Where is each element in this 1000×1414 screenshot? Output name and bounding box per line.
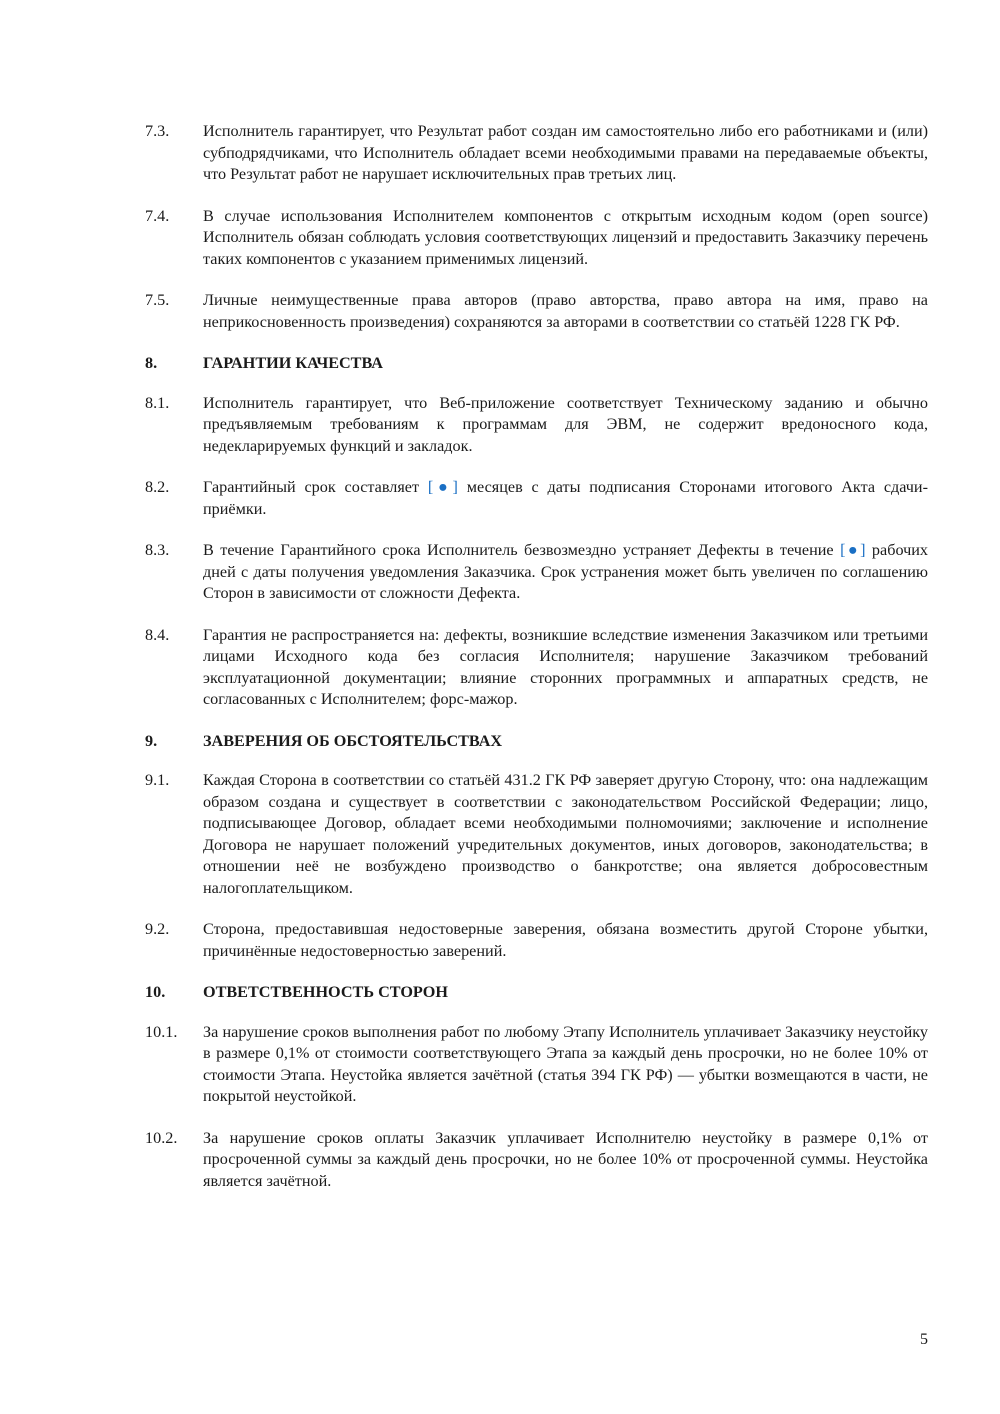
clause-number: 7.3. xyxy=(145,122,170,140)
clause xyxy=(145,770,928,899)
clause-text xyxy=(203,919,928,962)
clause-text xyxy=(203,477,928,520)
document-body xyxy=(145,121,928,1212)
clause-text-part: Каждая Сторона в соответствии со статьёй 431.2 ГК РФ заверяет другую Сторону, что: она надлежащим образом создана и существует в соответствии с законодательством Российской Федерации; лицо, подписывающее Договор, обладает всеми необходимыми полномочиями; заключение и исполнение Договора не нарушает положений учредительных документов, иных договоров, законодательства; в отношении неё не возбуждено производство о банкротстве; она является добросовестным налогоплательщиком. xyxy=(203,771,928,897)
clause-number: 8.2. xyxy=(145,478,170,496)
clause-text xyxy=(203,1022,928,1108)
section-number: 9. xyxy=(145,731,158,750)
clause-text-part: Исполнитель гарантирует, что Результат работ создан им самостоятельно либо его работниками и (или) субподрядчиками, что Исполнитель обладает всеми необходимыми правами на передаваемые объекты, что Результат работ не нарушает исключительных прав третьих лиц. xyxy=(203,122,928,183)
clause-text-part: Сторона, предоставившая недостоверные заверения, обязана возместить другой Стороне убытки, причинённые недостоверностью заверений. xyxy=(203,920,928,960)
clause xyxy=(145,290,928,333)
clause-number: 7.5. xyxy=(145,291,170,309)
clause-number: 8.4. xyxy=(145,625,170,644)
clause-number: 8.3. xyxy=(145,541,170,559)
clause-number: 10.1. xyxy=(145,1022,178,1041)
clause xyxy=(145,1022,928,1108)
clause xyxy=(145,206,928,271)
clause-text xyxy=(203,540,928,605)
clause-text xyxy=(203,1128,928,1193)
section-heading xyxy=(145,982,928,1004)
clause-text xyxy=(203,770,928,899)
section-heading xyxy=(145,731,928,753)
clause-text xyxy=(203,121,928,186)
clause-text-part: В случае использования Исполнителем компонентов с открытым исходным кодом (open source) Исполнитель обязан соблюдать условия соответствующих лицензий и предоставить Заказчику перечень таких компонентов с указанием применимых лицензий. xyxy=(203,206,928,268)
section-number: 8. xyxy=(145,354,158,372)
clause-text-part: За нарушение сроков оплаты Заказчик уплачивает Исполнителю неустойку в размере 0,1% от просроченной суммы за каждый день просрочки, но не более 10% от просроченной суммы. Неустойка является зачётной. xyxy=(203,1128,928,1190)
clause-text xyxy=(203,206,928,271)
clause-number: 8.1. xyxy=(145,393,170,412)
section-title: ЗАВЕРЕНИЯ ОБ ОБСТОЯТЕЛЬСТВАХ xyxy=(203,731,503,750)
clause-text-part: рабочих дней с даты получения уведомления Заказчика. Срок устранения может быть увеличен по соглашению Сторон в зависимости от сложности Дефекта. xyxy=(203,541,929,602)
clause-number: 10.2. xyxy=(145,1128,178,1147)
clause xyxy=(145,919,928,962)
clause xyxy=(145,1128,928,1193)
page-number: 5 xyxy=(920,1331,928,1348)
clause-number: 7.4. xyxy=(145,206,170,225)
clause-text-part: Исполнитель гарантирует, что Веб-приложение соответствует Техническому заданию и обычно предъявляемым требованиям к программам для ЭВМ, не содержит вредоносного кода, недекларируемых функций и закладок. xyxy=(203,393,928,455)
clause-text xyxy=(203,393,928,458)
clause-text xyxy=(203,625,928,711)
clause xyxy=(145,477,928,520)
clause-text-part: В течение Гарантийного срока Исполнитель безвозмездно устраняет Дефекты в течение xyxy=(203,541,841,559)
section-number: 10. xyxy=(145,983,166,1001)
clause-text-part: За нарушение сроков выполнения работ по любому Этапу Исполнитель уплачивает Заказчику неустойку в размере 0,1% от стоимости соответствующего Этапа за каждый день просрочки, но не более 10% от стоимости Этапа. Неустойка является зачётной (статья 394 ГК РФ) — убытки возмещаются в части, не покрытой неустойкой. xyxy=(203,1022,928,1105)
placeholder-marker: [●] xyxy=(427,478,458,496)
section-title: ОТВЕТСТВЕННОСТЬ СТОРОН xyxy=(203,983,448,1001)
clause xyxy=(145,540,928,605)
clause xyxy=(145,625,928,711)
placeholder-marker: [●] xyxy=(840,541,866,559)
clause-text xyxy=(203,290,928,333)
clause xyxy=(145,393,928,458)
clause-text-part: Гарантийный срок составляет xyxy=(203,478,428,496)
clause-number: 9.1. xyxy=(145,771,170,789)
section-heading xyxy=(145,353,928,375)
clause-text-part: месяцев с даты подписания Сторонами итогового Акта сдачи-приёмки. xyxy=(203,478,928,518)
clause-number: 9.2. xyxy=(145,920,170,938)
clause-text-part: Личные неимущественные права авторов (право авторства, право автора на имя, право на неприкосновенность произведения) сохраняются за авторами в соответствии со статьёй 1228 ГК РФ. xyxy=(203,291,928,331)
clause xyxy=(145,121,928,186)
clause-text-part: Гарантия не распространяется на: дефекты, возникшие вследствие изменения Заказчиком или третьими лицами Исходного кода без согласия Исполнителя; нарушение Заказчиком требований эксплуатационной документации; влияние сторонних программных и аппаратных средств, не согласованных с Исполнителем; форс-мажор. xyxy=(203,625,928,708)
section-title: ГАРАНТИИ КАЧЕСТВА xyxy=(203,354,383,372)
